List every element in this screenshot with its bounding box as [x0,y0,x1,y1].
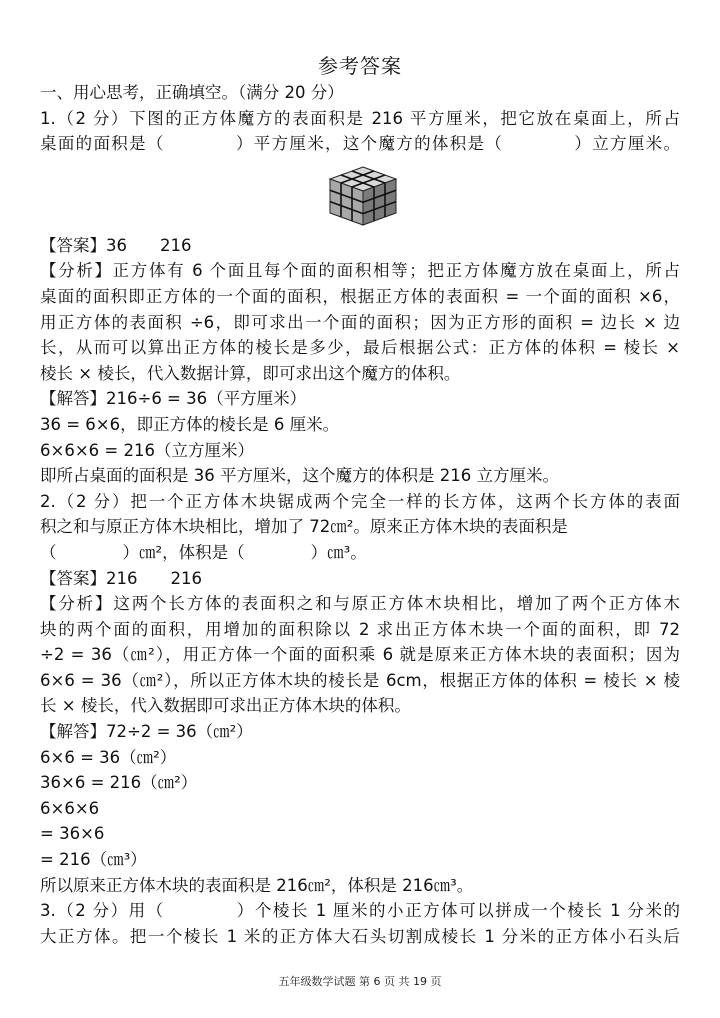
q2-solution-2: 6×6 = 36（㎝²） [40,747,177,767]
q1-solution-4: 即所占桌面的面积是 36 平方厘米，这个魔方的体积是 216 立方厘米。 [40,466,559,486]
q2-solution-5: = 36×6 [40,824,105,844]
q1-solution-2: 36 = 6×6，即正方体的棱长是 6 厘米。 [40,414,340,434]
q2-answer: 【答案】216 216 [40,568,202,588]
q1-analysis-5: 棱长 × 棱长，代入数据计算，即可求出这个魔方的体积。 [40,363,461,383]
q1-line-1: 1.（2 分）下图的正方体魔方的表面积是 216 平方厘米，把它放在桌面上，所占 [40,108,680,128]
q1-analysis-4: 长，从而可以算出正方体的棱长是多少，最后根据公式：正方体的体积 = 棱长 × [40,338,680,358]
q2-analysis-3: ÷2 = 36（㎝²），用正方体一个面的面积乘 6 就是原来正方体木块的表面积；因为 [40,645,680,665]
q2-solution-4: 6×6×6 [40,798,100,818]
q3-line-1: 3.（2 分）用（ ）个棱长 1 厘米的小正方体可以拼成一个棱长 1 分米的 [40,901,680,921]
q2-solution-6: = 216（㎝³） [40,850,147,870]
content-body [40,80,680,949]
q2-solution-3: 36×6 = 216（㎝²） [40,773,198,793]
rubiks-cube-image [328,165,398,227]
q1-answer: 【答案】36 216 [40,235,192,255]
q2-solution-7: 所以原来正方体木块的表面积是 216㎝²，体积是 216㎝³。 [40,875,474,895]
q2-analysis-4: 6×6 = 36（㎝²），所以正方体木块的棱长是 6cm，根据正方体的体积 = 棱长 × 棱 [40,670,680,690]
q2-solution-1: 【解答】72÷2 = 36（㎝²） [40,722,253,742]
q2-line-2: 积之和与原正方体木块相比，增加了 72㎝²。原来正方体木块的表面积是 [40,517,568,537]
q1-analysis-2: 桌面的面积即正方体的一个面的面积，根据正方体的表面积 = 一个面的面积 ×6， [40,286,680,306]
section-heading: 一、用心思考，正确填空。（满分 20 分） [40,83,344,102]
q2-line-3: （ ）㎝²，体积是（ ）㎝³。 [40,542,367,562]
q1-solution-3: 6×6×6 = 216（立方厘米） [40,440,254,460]
q2-line-1: 2.（2 分）把一个正方体木块锯成两个完全一样的长方体，这两个长方体的表面 [40,491,680,511]
q1-analysis-1: 【分析】正方体有 6 个面且每个面的面积相等；把正方体魔方放在桌面上，所占 [40,261,680,281]
q2-analysis-2: 块的两个面的面积，用增加的面积除以 2 求出正方体木块一个面的面积，即 72 [40,619,680,639]
page-footer: 五年级数学试题 第 6 页 共 19 页 [278,975,442,988]
q1-analysis-3: 用正方体的表面积 ÷6，即可求出一个面的面积；因为正方形的面积 = 边长 × 边 [40,312,680,332]
q1-solution-1: 【解答】216÷6 = 36（平方厘米） [40,389,307,409]
page-title: 参考答案 [318,54,402,78]
q3-line-2: 大正方体。把一个棱长 1 米的正方体大石头切割成棱长 1 分米的正方体小石头后 [40,926,680,946]
q2-analysis-1: 【分析】这两个长方体的表面积之和与原正方体木块相比，增加了两个正方体木 [40,594,680,614]
q2-analysis-5: 长 × 棱长，代入数据即可求出正方体木块的体积。 [40,696,411,716]
q1-line-2: 桌面的面积是（ ）平方厘米，这个魔方的体积是（ ）立方厘米。 [40,134,680,154]
